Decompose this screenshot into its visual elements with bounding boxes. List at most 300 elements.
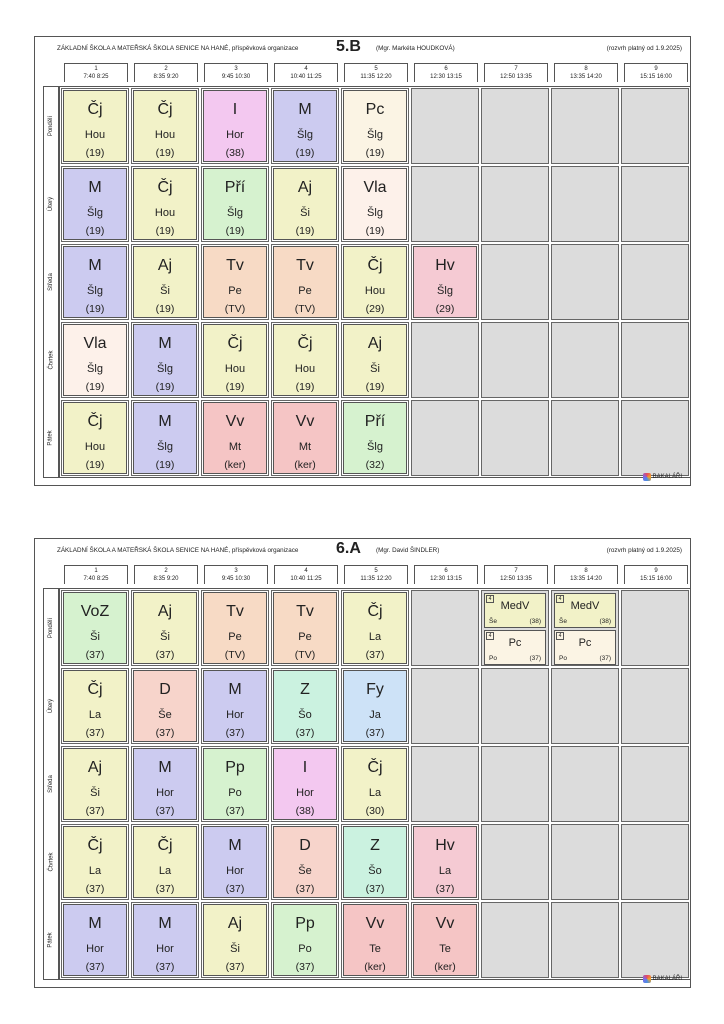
empty-cell [481, 166, 549, 242]
empty-cell [481, 88, 549, 164]
lesson-cell[interactable] [61, 590, 129, 666]
teacher: Hou [154, 207, 176, 219]
period-time: 11:35 12:20 [360, 74, 392, 80]
period-header [414, 565, 478, 584]
day-column [43, 86, 59, 478]
period-time: 10:40 11:25 [290, 74, 322, 80]
subject: Aj [367, 335, 383, 352]
room: (19) [155, 381, 175, 393]
lesson-cell[interactable] [131, 322, 199, 398]
teacher: Hou [84, 441, 106, 453]
room: (19) [225, 381, 245, 393]
teacher: Hor [156, 787, 174, 799]
room: (ker) [224, 459, 246, 471]
lesson-cell[interactable] [201, 902, 269, 978]
subject: Pc [365, 101, 385, 118]
teacher: Šlg [437, 285, 453, 297]
room: (37) [529, 655, 541, 662]
subject: D [159, 681, 171, 698]
room: (TV) [224, 303, 246, 315]
lesson-cell[interactable] [271, 244, 339, 320]
room: (ker) [434, 961, 456, 973]
subject: Vla [363, 179, 387, 196]
subject: Aj [87, 759, 103, 776]
room: (19) [225, 225, 245, 237]
teacher: Šlg [227, 207, 243, 219]
lesson-cell[interactable] [271, 166, 339, 242]
class-teacher: (Mgr. Markéta HOUDKOVÁ) [376, 45, 455, 52]
period-header [484, 565, 548, 584]
period-time: 15:15 16:00 [640, 576, 672, 582]
lesson-cell[interactable] [201, 322, 269, 398]
room: (19) [295, 225, 315, 237]
room: (37) [365, 649, 385, 661]
lesson-cell[interactable] [341, 746, 409, 822]
empty-cell [551, 244, 619, 320]
day-label: Středa [48, 775, 54, 793]
day-label: Čtvrtek [48, 852, 55, 872]
period-time: 11:35 12:20 [360, 576, 392, 582]
teacher: Pe [228, 631, 242, 643]
teacher: La [88, 709, 102, 721]
lesson-cell[interactable] [271, 824, 339, 900]
teacher: Hou [364, 285, 386, 297]
empty-cell [551, 166, 619, 242]
period-time: 8:35 9:20 [153, 576, 179, 582]
subject: Pp [225, 759, 245, 776]
empty-cell [621, 166, 689, 242]
lesson-cell[interactable] [551, 590, 619, 666]
period-time: 7:40 8:25 [83, 576, 109, 582]
empty-cell [621, 400, 689, 476]
valid-from: (rozvrh platný od 1.9.2025) [606, 547, 682, 554]
lesson-cell[interactable] [61, 668, 129, 744]
teacher: Ja [369, 709, 381, 721]
empty-cell [481, 746, 549, 822]
empty-cell [411, 322, 479, 398]
period-header [134, 63, 198, 82]
period-time: 13:35 14:20 [570, 74, 602, 80]
lesson-cell[interactable] [131, 166, 199, 242]
room: (37) [225, 961, 245, 973]
teacher: Po [559, 655, 567, 662]
teacher: Šlg [367, 207, 383, 219]
teacher: Še [489, 618, 497, 625]
room: (37) [225, 883, 245, 895]
subject: Vv [365, 915, 385, 932]
period-number: 3 [234, 66, 238, 72]
teacher: Po [228, 787, 242, 799]
class-name: 5.B [336, 38, 361, 55]
lesson-cell[interactable] [61, 902, 129, 978]
lesson-cell[interactable] [201, 590, 269, 666]
subject: Aj [157, 257, 173, 274]
period-number: 7 [514, 568, 518, 574]
lesson-cell[interactable] [61, 824, 129, 900]
teacher: Šo [298, 709, 312, 721]
teacher: Šlg [367, 129, 383, 141]
teacher: Po [489, 655, 497, 662]
teacher: Mt [298, 441, 312, 453]
teacher: Te [439, 943, 451, 955]
subject: Vla [83, 335, 107, 352]
teacher: Mt [228, 441, 242, 453]
teacher: Ši [90, 631, 100, 643]
subject: Vv [435, 915, 455, 932]
day-label: Čtvrtek [48, 350, 55, 370]
period-number: 1 [94, 66, 98, 72]
teacher: Ši [160, 285, 170, 297]
empty-cell [481, 824, 549, 900]
subject: Pc [508, 637, 522, 649]
room: (37) [85, 649, 105, 661]
lesson-cell[interactable] [341, 400, 409, 476]
empty-cell [551, 322, 619, 398]
period-time: 12:30 13:15 [430, 74, 462, 80]
day-label: Úterý [48, 196, 54, 212]
room: (37) [85, 883, 105, 895]
lesson-cell[interactable] [131, 590, 199, 666]
room: (19) [155, 459, 175, 471]
subject: M [228, 681, 242, 698]
lesson-cell[interactable] [271, 590, 339, 666]
period-header [64, 63, 128, 82]
empty-cell [621, 902, 689, 978]
room: (19) [155, 303, 175, 315]
logo-text: BAKALÁŘI [652, 474, 682, 480]
teacher: La [368, 631, 382, 643]
room: (37) [225, 727, 245, 739]
lesson-cell[interactable] [481, 590, 549, 666]
lesson-cell[interactable] [201, 824, 269, 900]
period-number: 9 [654, 66, 658, 72]
timetable-5b [34, 36, 691, 486]
group-badge: 4 [556, 632, 564, 640]
empty-cell [551, 668, 619, 744]
empty-cell [481, 322, 549, 398]
lesson-cell[interactable] [61, 244, 129, 320]
teacher: Hor [226, 865, 244, 877]
room: (37) [599, 655, 611, 662]
subject: Čj [157, 179, 173, 196]
period-number: 5 [374, 66, 378, 72]
room: (19) [155, 225, 175, 237]
day-column [43, 588, 59, 980]
teacher: Hou [154, 129, 176, 141]
period-number: 7 [514, 66, 518, 72]
lesson-cell[interactable] [201, 668, 269, 744]
period-time: 12:50 13:35 [500, 74, 532, 80]
room: (37) [295, 961, 315, 973]
group-badge: 4 [486, 632, 494, 640]
subject: Hv [435, 257, 455, 274]
logo-icon [643, 473, 651, 481]
period-number: 2 [164, 568, 168, 574]
subject: M [158, 413, 172, 430]
lesson-cell[interactable] [131, 88, 199, 164]
empty-cell [621, 590, 689, 666]
lesson-cell[interactable] [341, 244, 409, 320]
teacher: Še [298, 865, 312, 877]
room: (37) [155, 727, 175, 739]
lesson-cell[interactable] [341, 166, 409, 242]
room: (38) [529, 618, 541, 625]
period-number: 6 [444, 568, 448, 574]
room: (37) [365, 883, 385, 895]
empty-cell [551, 746, 619, 822]
empty-cell [411, 590, 479, 666]
lesson-cell[interactable] [271, 322, 339, 398]
subject: M [158, 759, 172, 776]
teacher: Hou [294, 363, 316, 375]
lesson-cell[interactable] [131, 400, 199, 476]
logo-icon [643, 975, 651, 983]
subject: M [228, 837, 242, 854]
teacher: La [158, 865, 172, 877]
teacher: Še [158, 709, 172, 721]
room: (37) [155, 649, 175, 661]
room: (19) [295, 381, 315, 393]
split-lesson[interactable] [484, 630, 546, 665]
lesson-cell[interactable] [201, 166, 269, 242]
lesson-cell[interactable] [131, 244, 199, 320]
subject: Čj [157, 101, 173, 118]
period-header [344, 63, 408, 82]
period-number: 9 [654, 568, 658, 574]
empty-cell [411, 746, 479, 822]
period-number: 2 [164, 66, 168, 72]
period-number: 4 [304, 568, 308, 574]
teacher: Ši [90, 787, 100, 799]
lesson-cell[interactable] [271, 400, 339, 476]
period-header [204, 565, 268, 584]
period-header [624, 565, 688, 584]
subject: Aj [297, 179, 313, 196]
room: (30) [365, 805, 385, 817]
teacher: Še [559, 618, 567, 625]
period-header [554, 63, 618, 82]
lesson-cell[interactable] [271, 746, 339, 822]
day-label: Pátek [48, 932, 54, 948]
room: (32) [365, 459, 385, 471]
day-label: Pondělí [48, 115, 55, 137]
teacher: Ši [230, 943, 240, 955]
lesson-cell[interactable] [341, 88, 409, 164]
lesson-cell[interactable] [271, 668, 339, 744]
empty-cell [621, 746, 689, 822]
room: (19) [85, 147, 105, 159]
lesson-cell[interactable] [131, 824, 199, 900]
subject: Tv [226, 603, 244, 620]
lesson-cell[interactable] [271, 88, 339, 164]
empty-cell [411, 166, 479, 242]
teacher: Hor [156, 943, 174, 955]
empty-cell [621, 322, 689, 398]
period-header [414, 63, 478, 82]
subject: Pří [364, 413, 386, 430]
teacher: Po [298, 943, 312, 955]
subject: M [88, 179, 102, 196]
lesson-cell[interactable] [131, 902, 199, 978]
subject: Pp [295, 915, 315, 932]
teacher: Hor [86, 943, 104, 955]
lesson-cell[interactable] [341, 824, 409, 900]
teacher: La [88, 865, 102, 877]
teacher: Te [369, 943, 381, 955]
subject: Pc [578, 637, 592, 649]
period-time: 9:45 10:30 [221, 576, 251, 582]
subject: M [88, 915, 102, 932]
lesson-cell[interactable] [341, 668, 409, 744]
group-badge: 4 [486, 595, 494, 603]
school-name: ZÁKLADNÍ ŠKOLA A MATEŘSKÁ ŠKOLA SENICE NA HANÉ, příspěvková organizace [57, 547, 299, 554]
lesson-cell[interactable] [61, 88, 129, 164]
lesson-cell[interactable] [201, 400, 269, 476]
teacher: Šlg [297, 129, 313, 141]
day-label: Pondělí [48, 617, 55, 639]
period-number: 8 [584, 66, 588, 72]
room: (19) [295, 147, 315, 159]
lesson-cell[interactable] [61, 166, 129, 242]
room: (19) [365, 225, 385, 237]
subject: Hv [435, 837, 455, 854]
lesson-cell[interactable] [131, 668, 199, 744]
subject: Tv [296, 603, 314, 620]
period-time: 9:45 10:30 [221, 74, 251, 80]
split-lesson[interactable] [554, 630, 616, 665]
lesson-cell[interactable] [341, 322, 409, 398]
subject: Aj [227, 915, 243, 932]
period-header [274, 565, 338, 584]
teacher: Ši [160, 631, 170, 643]
subject: Vv [295, 413, 315, 430]
period-number: 4 [304, 66, 308, 72]
subject: Čj [367, 603, 383, 620]
room: (38) [295, 805, 315, 817]
empty-cell [551, 400, 619, 476]
subject: Čj [367, 257, 383, 274]
room: (37) [295, 727, 315, 739]
teacher: La [438, 865, 452, 877]
room: (TV) [294, 303, 316, 315]
period-number: 3 [234, 568, 238, 574]
subject: M [158, 915, 172, 932]
lesson-cell[interactable] [61, 400, 129, 476]
lesson-cell[interactable] [411, 902, 479, 978]
teacher: La [368, 787, 382, 799]
split-lesson[interactable] [554, 593, 616, 628]
teacher: Pe [228, 285, 242, 297]
room: (19) [155, 147, 175, 159]
timetable-6a [34, 538, 691, 988]
room: (37) [435, 883, 455, 895]
period-number: 6 [444, 66, 448, 72]
subject: Čj [87, 837, 103, 854]
subject: MedV [570, 600, 600, 612]
period-time: 7:40 8:25 [83, 74, 109, 80]
subject: I [232, 101, 238, 118]
teacher: Šlg [157, 441, 173, 453]
room: (19) [85, 459, 105, 471]
room: (37) [295, 883, 315, 895]
empty-cell [621, 244, 689, 320]
room: (ker) [364, 961, 386, 973]
lesson-cell[interactable] [131, 746, 199, 822]
room: (37) [365, 727, 385, 739]
split-lesson[interactable] [484, 593, 546, 628]
room: (19) [85, 225, 105, 237]
valid-from: (rozvrh platný od 1.9.2025) [606, 45, 682, 52]
period-header [484, 63, 548, 82]
lesson-cell[interactable] [201, 88, 269, 164]
bakalari-logo [643, 975, 682, 983]
day-label: Pátek [48, 430, 54, 446]
teacher: Šlg [367, 441, 383, 453]
lesson-cell[interactable] [201, 746, 269, 822]
subject: M [88, 257, 102, 274]
school-name: ZÁKLADNÍ ŠKOLA A MATEŘSKÁ ŠKOLA SENICE NA HANÉ, příspěvková organizace [57, 45, 299, 52]
teacher: Šlg [157, 363, 173, 375]
group-badge: 4 [556, 595, 564, 603]
empty-cell [621, 668, 689, 744]
room: (38) [225, 147, 245, 159]
teacher: Pe [298, 631, 312, 643]
subject: M [158, 335, 172, 352]
lesson-cell[interactable] [341, 902, 409, 978]
subject: Pří [224, 179, 246, 196]
lesson-cell[interactable] [341, 590, 409, 666]
subject: Čj [87, 101, 103, 118]
empty-cell [411, 88, 479, 164]
lesson-cell[interactable] [201, 244, 269, 320]
day-label: Úterý [48, 698, 54, 714]
lesson-cell[interactable] [61, 746, 129, 822]
class-name: 6.A [336, 540, 361, 557]
bakalari-logo [643, 473, 682, 481]
empty-cell [481, 668, 549, 744]
empty-cell [481, 902, 549, 978]
empty-cell [621, 824, 689, 900]
period-number: 8 [584, 568, 588, 574]
lesson-cell[interactable] [411, 244, 479, 320]
period-number: 5 [374, 568, 378, 574]
empty-cell [411, 400, 479, 476]
empty-cell [411, 668, 479, 744]
subject: Aj [157, 603, 173, 620]
lesson-cell[interactable] [271, 902, 339, 978]
teacher: Ši [300, 207, 310, 219]
room: (37) [85, 727, 105, 739]
period-time: 10:40 11:25 [290, 576, 322, 582]
lesson-cell[interactable] [411, 824, 479, 900]
room: (38) [599, 618, 611, 625]
class-teacher: (Mgr. David ŠINDLER) [376, 547, 440, 554]
empty-cell [481, 400, 549, 476]
subject: Čj [297, 335, 313, 352]
room: (TV) [224, 649, 246, 661]
period-header [274, 63, 338, 82]
period-time: 12:30 13:15 [430, 576, 462, 582]
teacher: Hor [226, 709, 244, 721]
teacher: Pe [298, 285, 312, 297]
empty-cell [551, 824, 619, 900]
room: (37) [155, 961, 175, 973]
room: (19) [85, 381, 105, 393]
room: (19) [365, 147, 385, 159]
period-header [204, 63, 268, 82]
lesson-cell[interactable] [61, 322, 129, 398]
period-header [624, 63, 688, 82]
